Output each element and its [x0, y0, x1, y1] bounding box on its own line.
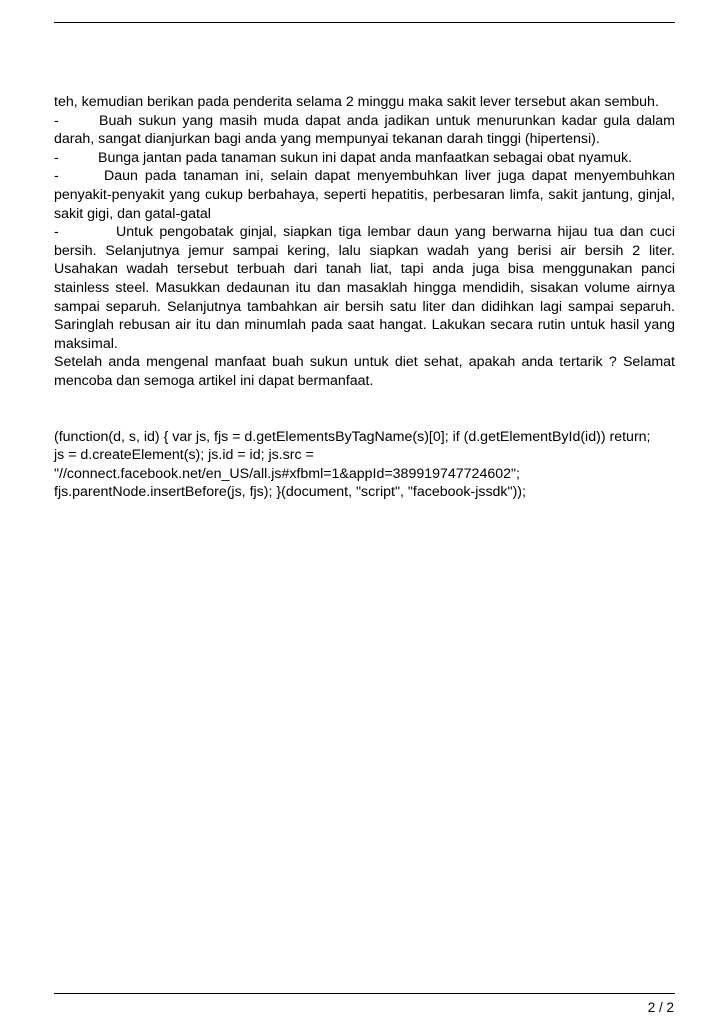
page-number: 2 / 2 — [647, 1000, 674, 1015]
paragraph-intro: teh, kemudian berikan pada penderita selama 2 minggu maka sakit lever tersebut akan sembuh. — [54, 94, 659, 110]
footer-rule — [54, 993, 675, 994]
code-line: "//connect.facebook.net/en_US/all.js#xfbml=1&appId=389919747724602"; — [54, 465, 520, 482]
document-body — [54, 93, 675, 502]
code-line: js = d.createElement(s); js.id = id; js.src = — [54, 447, 314, 464]
list-item-3: - Daun pada tanaman ini, selain dapat menyembuhkan liver juga dapat menyembuhkan penyakit-penyakit yang cukup berbahaya, seperti hepatitis, perbesaran limfa, sakit jantung, ginjal, sakit gigi, dan gatal-gatal — [54, 168, 675, 222]
code-line: (function(d, s, id) { var js, fjs = d.getElementsByTagName(s)[0]; if (d.getElementById(id)) return; — [54, 428, 651, 445]
list-item-text: Bunga jantan pada tanaman sukun ini dapat anda manfaatkan sebagai obat nyamuk. — [98, 149, 632, 166]
paragraph-closing: Setelah anda mengenal manfaat buah sukun untuk diet sehat, apakah anda tertarik ? Selamat mencoba dan semoga artikel ini dapat bermanfaat. — [54, 354, 675, 389]
list-item-2: - Bunga jantan pada tanaman sukun ini dapat anda manfaatkan sebagai obat nyamuk. — [54, 149, 632, 166]
header-rule — [54, 22, 675, 23]
list-item-text: Untuk pengobatak ginjal, siapkan tiga lembar daun yang berwarna hijau tua dan cuci bersih. Selanjutnya jemur sampai kering, lalu siapkan wadah yang berisi air bersih 2 liter. Usahakan wadah tersebut terbuah dari tanah liat, tapi anda juga bisa menggunakan panci stainless steel. Masukkan dedaunan itu dan masaklah hingga mendidih, sisakan volume airnya sampai separuh. Selanjutnya tambahkan air bersih satu liter dan didihkan lagi sampai separuh. Saringlah rebusan air itu dan minumlah pada saat hangat. Lakukan secara rutin untuk hasil yang maksimal. — [54, 224, 675, 352]
code-line: fjs.parentNode.insertBefore(js, fjs); }(document, "script", "facebook-jssdk")); — [54, 484, 526, 501]
list-item-text: Buah sukun yang masih muda dapat anda jadikan untuk menurunkan kadar gula dalam darah, sangat dianjurkan bagi anda yang mempunyai tekanan darah tinggi (hipertensi). — [54, 112, 675, 148]
code-snippet — [54, 428, 675, 502]
list-item-4: - Untuk pengobatak ginjal, siapkan tiga lembar daun yang berwarna hijau tua dan cuci bersih. Selanjutnya jemur sampai kering, lalu siapkan wadah yang berisi air bersih 2 liter. Usahakan wadah tersebut terbuah dari tanah liat, tapi anda juga bisa menggunakan panci stainless steel. Masukkan dedaunan itu dan masaklah hingga mendidih, sisakan volume airnya sampai separuh. Selanjutnya tambahkan air bersih satu liter dan didihkan lagi sampai separuh. Saringlah rebusan air itu dan minumlah pada saat hangat. Lakukan secara rutin untuk hasil yang maksimal. — [54, 224, 675, 352]
list-item-text: Daun pada tanaman ini, selain dapat menyembuhkan liver juga dapat menyembuhkan penyakit-penyakit yang cukup berbahaya, seperti hepatitis, perbesaran limfa, sakit jantung, ginjal, sakit gigi, dan gatal-gatal — [54, 168, 675, 222]
list-item-1: - Buah sukun yang masih muda dapat anda jadikan untuk menurunkan kadar gula dalam darah, sangat dianjurkan bagi anda yang mempunyai tekanan darah tinggi (hipertensi). — [54, 112, 675, 148]
